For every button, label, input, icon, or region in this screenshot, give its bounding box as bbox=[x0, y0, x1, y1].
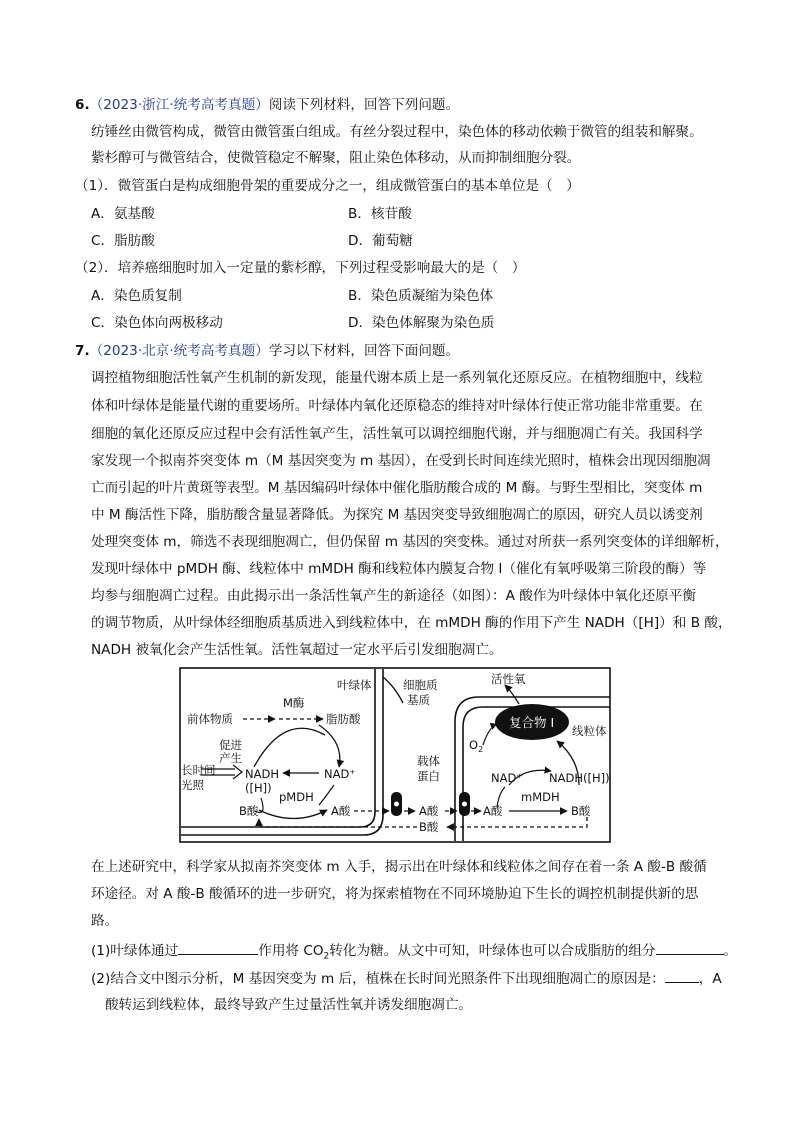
q7-source: （2023·北京·统考高考真题） bbox=[89, 343, 269, 359]
q6-source: （2023·浙江·统考高考真题） bbox=[89, 97, 269, 113]
arrow-to-nadp bbox=[319, 725, 340, 767]
q7-after-line: 环途径。对 A 酸-B 酸循环的进一步研究，将为探索植物在不同环境胁迫下生长的调控机制提供新的思 bbox=[91, 886, 699, 902]
q6-sub2-option-d[interactable]: D．染色体解聚为染色质 bbox=[348, 315, 495, 331]
q6-sub2-option-b[interactable]: B．染色质凝缩为染色体 bbox=[348, 288, 494, 304]
carrier-protein-left-pore bbox=[394, 802, 399, 807]
label-cytoplasm-1: 细胞质 bbox=[403, 678, 438, 692]
q7-sub1 bbox=[91, 940, 737, 967]
label-m-enzyme: M酶 bbox=[283, 696, 305, 710]
arrow-m-enzyme-curve bbox=[254, 728, 325, 767]
q7-para-line: 细胞的氧化还原反应过程中会有活性氧产生，活性氧可以调控细胞代谢，并与细胞凋亡有关。我国科学 bbox=[91, 426, 703, 442]
q7-para-line: 中 M 酶活性下降，脂肪酸含量显著降低。为探究 M 基因突变导致细胞凋亡的原因，研究人员以诱变剂 bbox=[91, 507, 703, 523]
q6-sub1-option-c[interactable]: C．脂肪酸 bbox=[91, 233, 155, 249]
label-light-2: 光照 bbox=[181, 778, 204, 792]
q6-sub2-question: （2）．培养癌细胞时加入一定量的紫杉醇，下列过程受影响最大的是（ ） bbox=[75, 260, 526, 276]
q7-sub2-text: ，A bbox=[698, 971, 722, 987]
q6-sub1-question: （1）．微管蛋白是构成细胞骨架的重要成分之一，组成微管蛋白的基本单位是（ ） bbox=[75, 178, 580, 194]
q6-material-line: 紫杉醇可与微管结合，使微管稳定不解聚，阻止染色体移动，从而抑制细胞分裂。 bbox=[91, 150, 581, 166]
q7-sub2 bbox=[91, 968, 722, 989]
q7-sub1-text: 作用将 CO bbox=[258, 943, 324, 959]
label-a-acid-left: A酸 bbox=[331, 804, 351, 818]
label-o2: $O_2$ bbox=[469, 738, 484, 754]
q7-sub2-text: (2)结合文中图示分析，M 基因突变为 m 后，植株在长时间光照条件下出现细胞凋亡的原因是： bbox=[91, 971, 665, 987]
arrow-light-head bbox=[233, 765, 242, 779]
q7-after-line: 路。 bbox=[91, 913, 119, 929]
label-nadp-right: NAD⁺ bbox=[491, 771, 523, 785]
label-nadh-left: NADH bbox=[245, 767, 279, 781]
label-a-acid-right: A酸 bbox=[483, 804, 503, 818]
q7-sub1-text: (1)叶绿体通过 bbox=[91, 943, 179, 959]
q7-para-line: NADH 被氧化会产生活性氧。活性氧超过一定水平后引发细胞凋亡。 bbox=[91, 642, 503, 658]
membrane-curve bbox=[383, 677, 403, 703]
q6-sub1-option-d[interactable]: D．葡萄糖 bbox=[348, 233, 413, 249]
label-complex: 复合物 I bbox=[509, 715, 555, 730]
label-h-left: ([H]) bbox=[245, 781, 272, 795]
q6-sub2-option-c[interactable]: C．染色体向两极移动 bbox=[91, 315, 223, 331]
arrow-b-return-chloroplast bbox=[259, 819, 417, 827]
q7-sub1-text: 。 bbox=[723, 943, 738, 959]
q7-number: 7. bbox=[75, 343, 90, 359]
label-b-acid-left: B酸 bbox=[239, 804, 259, 818]
q7-sub1-blank-2[interactable] bbox=[656, 940, 724, 955]
q7-para-line: 亡而引起的叶片黄斑等表型。M 基因编码叶绿体中催化脂肪酸合成的 M 酶。与野生型相比，突变体 m bbox=[91, 480, 703, 496]
arrow-o2-to-complex bbox=[483, 724, 497, 745]
label-a-acid-mid: A酸 bbox=[419, 804, 439, 818]
arrow-nadp-to-a bbox=[319, 785, 334, 805]
label-nadp-left: NAD⁺ bbox=[324, 767, 356, 781]
arrow-b-to-a bbox=[259, 810, 327, 819]
label-precursor: 前体物质 bbox=[187, 712, 233, 726]
q7-sub1-subscript: 2 bbox=[323, 951, 330, 962]
q7-sub2-blank[interactable] bbox=[665, 968, 699, 983]
label-b-acid-right: B酸 bbox=[571, 804, 591, 818]
label-nadh-right: NADH([H]) bbox=[549, 771, 610, 785]
ros-pathway-diagram bbox=[179, 667, 611, 843]
carrier-protein-right-pore bbox=[462, 802, 467, 807]
q7-para-line: 的调节物质，从叶绿体经细胞质基质进入到线粒体中，在 mMDH 酶的作用下产生 NADH（[H]）和 B 酸， bbox=[91, 615, 732, 631]
q7-para-line: 体和叶绿体是能量代谢的重要场所。叶绿体内氧化还原稳态的维持对叶绿体行使正常功能非常重要。在 bbox=[91, 398, 703, 414]
q6-sub2-option-a[interactable]: A．染色质复制 bbox=[91, 288, 182, 304]
label-chloroplast: 叶绿体 bbox=[337, 678, 372, 692]
q6-sub1-option-a[interactable]: A．氨基酸 bbox=[91, 206, 155, 222]
label-b-acid-mid: B酸 bbox=[419, 820, 439, 834]
q6-stem: 阅读下列材料，回答下列问题。 bbox=[268, 97, 460, 113]
q6-material-line: 纺锤丝由微管构成，微管由微管蛋白组成。有丝分裂过程中，染色体的移动依赖于微管的组装和解聚。 bbox=[91, 124, 703, 140]
q7-para-line: 处理突变体 m，筛选不表现细胞凋亡，但仍保留 m 基因的突变株。通过对所获一系列突变体的详细解析， bbox=[91, 534, 729, 550]
q6-header bbox=[75, 95, 459, 115]
label-carrier-1: 载体 bbox=[417, 754, 440, 768]
q7-sub1-text: 转化为糖。从文中可知，叶绿体也可以合成脂肪的组分 bbox=[329, 943, 656, 959]
q7-sub1-blank-1[interactable] bbox=[178, 940, 258, 955]
q7-para-line: 均参与细胞凋亡过程。由此揭示出一条活性氧产生的新途径（如图）：A 酸作为叶绿体中氧化还原平衡 bbox=[91, 588, 696, 604]
label-cytoplasm-2: 基质 bbox=[407, 693, 430, 707]
q7-para-line: 调控植物细胞活性氧产生机制的新发现，能量代谢本质上是一系列氧化还原反应。在植物细胞中，线粒 bbox=[91, 370, 703, 386]
arrow-b-return-mito bbox=[447, 817, 587, 827]
label-mitochondrion: 线粒体 bbox=[572, 724, 607, 738]
label-pmdh: pMDH bbox=[279, 790, 314, 804]
label-mmdh: mMDH bbox=[521, 790, 560, 804]
label-light-1: 长时间 bbox=[181, 763, 216, 777]
label-promote-1: 促进 bbox=[219, 738, 242, 752]
label-promote-2: 产生 bbox=[219, 751, 242, 765]
q7-para-line: 家发现一个拟南芥突变体 m（M 基因突变为 m 基因），在受到长时间连续光照时，植株会出现因细胞凋 bbox=[91, 453, 711, 469]
chloroplast-inner-membrane bbox=[181, 669, 383, 835]
q7-header bbox=[75, 341, 459, 361]
label-carrier-2: 蛋白 bbox=[417, 769, 440, 783]
label-fatty-acid: 脂肪酸 bbox=[326, 712, 361, 726]
arrow-complex-to-ros bbox=[505, 685, 519, 704]
q7-para-line: 发现叶绿体中 pMDH 酶、线粒体中 mMDH 酶和线粒体内膜复合物 I（催化有氧呼吸第三阶段的酶）等 bbox=[91, 561, 707, 577]
q6-sub1-option-b[interactable]: B．核苷酸 bbox=[348, 206, 412, 222]
label-ros: 活性氧 bbox=[491, 672, 526, 686]
q7-after-line: 在上述研究中，科学家从拟南芥突变体 m 入手，揭示出在叶绿体和线粒体之间存在着一条 A 酸-B 酸循 bbox=[91, 859, 707, 875]
q7-sub2-continued: 酸转运到线粒体，最终导致产生过量活性氧并诱发细胞凋亡。 bbox=[105, 997, 473, 1013]
q7-stem: 学习以下材料，回答下面问题。 bbox=[268, 343, 460, 359]
q6-number: 6. bbox=[75, 97, 90, 113]
